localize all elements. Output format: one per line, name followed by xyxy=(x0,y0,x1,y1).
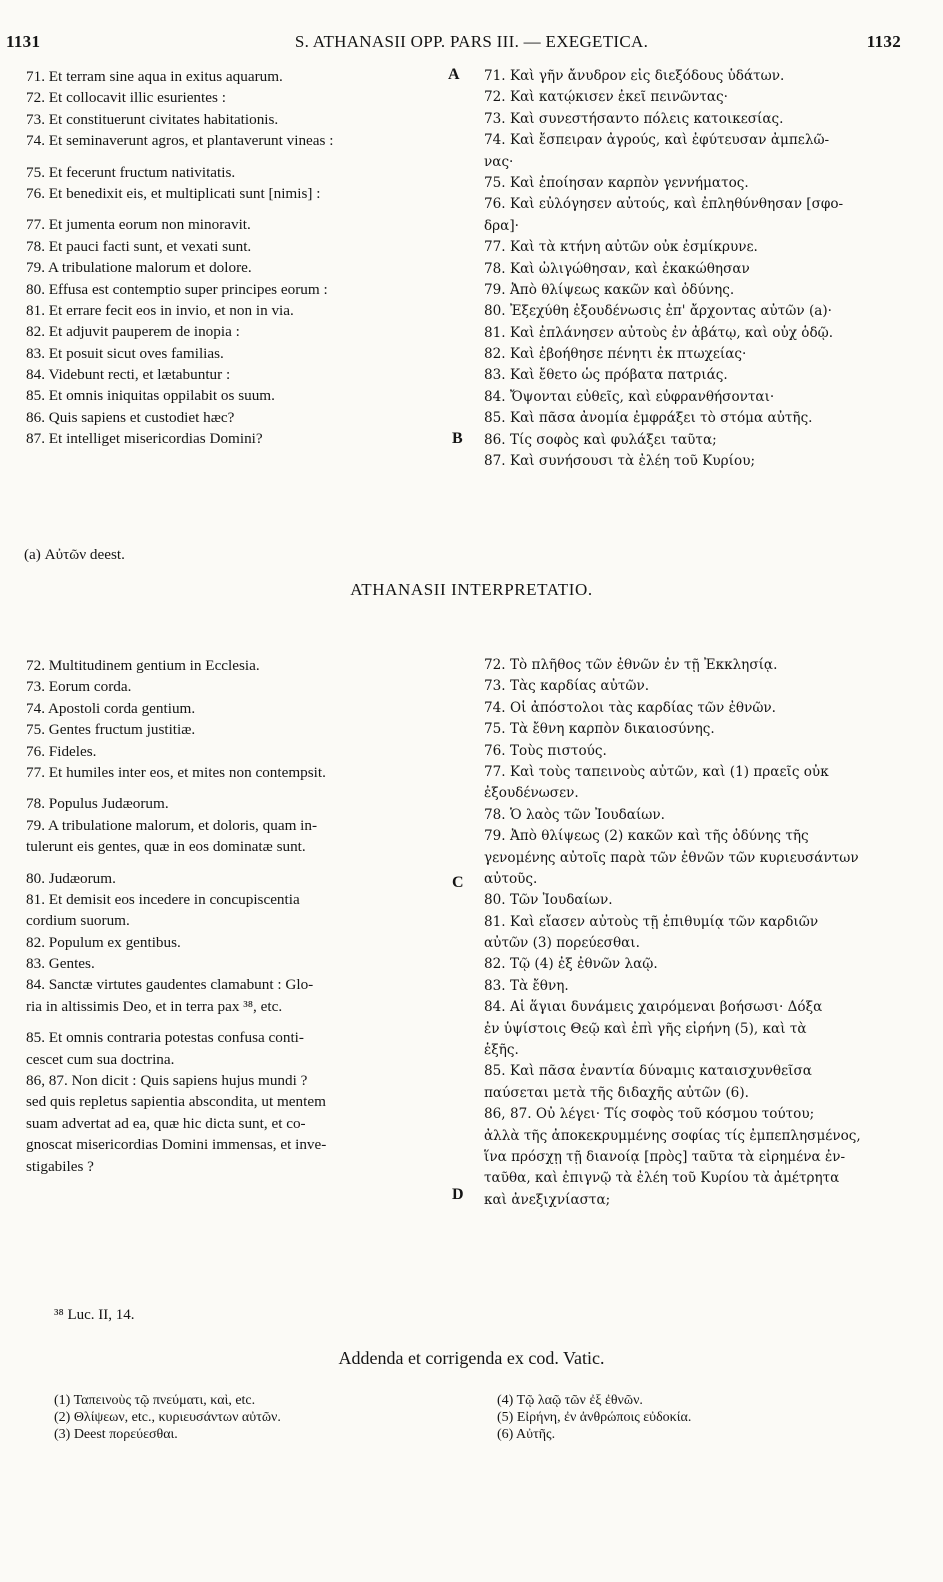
interpretation-greek-line: 78. Ὁ λαὸς τῶν Ἰουδαίων. xyxy=(484,806,665,823)
interpretation-greek-line: 83. Τὰ ἔθνη. xyxy=(484,977,569,994)
corrigenda-left xyxy=(54,1392,281,1443)
corrigendum-item: (6) Αὐτῆς. xyxy=(497,1427,556,1442)
psalm-latin-verse: 82. Et adjuvit pauperem de inopia : xyxy=(26,323,240,341)
psalm-greek-verse: δρα]· xyxy=(484,217,519,234)
interpretation-latin-line: 86, 87. Non dicit : Quis sapiens hujus mundi ? xyxy=(26,1072,308,1090)
interpretation-greek-line: ἐξουδένωσεν. xyxy=(484,785,579,802)
margin-letter-b: B xyxy=(452,430,463,447)
psalm-latin-verse xyxy=(26,152,446,162)
corrigendum-item: (2) Θλίψεων, etc., κυριευσάντων αὐτῶν. xyxy=(54,1410,281,1425)
interpretation-greek-line: παύσεται μετὰ τῆς διδαχῆς αὐτῶν (6). xyxy=(484,1084,749,1101)
interpretation-latin-line: 74. Apostoli corda gentium. xyxy=(26,699,196,717)
interpretation-greek-line: 73. Τὰς καρδίας αὐτῶν. xyxy=(484,678,650,695)
interpretation-greek-line: ἑξῆς. xyxy=(484,1042,519,1059)
footnote: ³⁸ Luc. II, 14. xyxy=(54,1307,135,1323)
interpretation-greek-line: 80. Τῶν Ἰουδαίων. xyxy=(484,892,613,909)
corrigenda-right xyxy=(497,1392,691,1443)
psalm-greek-verse: 76. Καὶ εὐλόγησεν αὐτούς, καὶ ἐπληθύνθησαν [σφο- xyxy=(484,196,844,213)
psalm-greek-verse: 78. Καὶ ὠλιγώθησαν, καὶ ἐκακώθησαν xyxy=(484,260,750,277)
psalm-greek-verse: 84. Ὄψονται εὐθεῖς, καὶ εὐφρανθήσονται· xyxy=(484,388,775,405)
psalm-latin-verse: 85. Et omnis iniquitas oppilabit os suum. xyxy=(26,387,275,405)
interpretation-greek-line: ἵνα πρόσχῃ τῇ διανοίᾳ [πρὸς] ταῦτα τὰ εἰρημένα ἐν- xyxy=(484,1148,846,1165)
interpretation-greek-line: 85. Καὶ πᾶσα ἐναντία δύναμις καταισχυνθεῖσα xyxy=(484,1063,812,1080)
running-title: S. ATHANASII OPP. PARS III. — EXEGETICA. xyxy=(294,32,649,51)
psalm-greek-verse: 75. Καὶ ἐποίησαν καρπὸν γεννήματος. xyxy=(484,174,749,191)
corrigendum-item: (1) Ταπεινοὺς τῷ πνεύματι, καὶ, etc. xyxy=(54,1393,256,1408)
section-title: ATHANASII INTERPRETATIO. xyxy=(350,580,593,599)
interpretation-latin-line: tulerunt eis gentes, quæ in eos dominatæ sunt. xyxy=(26,838,306,856)
page-number-left: 1131 xyxy=(6,32,41,51)
interpretation-latin-line: 73. Eorum corda. xyxy=(26,678,132,696)
interpretation-greek-line: ἀλλὰ τῆς ἀποκεκρυμμένης σοφίας τίς ἐμπεπλησμένος, xyxy=(484,1127,861,1144)
interpretation-latin-line: 76. Fideles. xyxy=(26,742,97,760)
interpretation-greek-line: 81. Καὶ εἴασεν αὐτοὺς τῇ ἐπιθυμίᾳ τῶν καρδιῶν xyxy=(484,913,819,930)
interpretation-greek-column xyxy=(484,655,904,1211)
interpretation-latin-line: 78. Populus Judæorum. xyxy=(26,795,169,813)
psalm-latin-verse: 81. Et errare fecit eos in invio, et non in via. xyxy=(26,301,294,319)
psalm-greek-verse: 72. Καὶ κατῴκισεν ἐκεῖ πεινῶντας· xyxy=(484,89,728,106)
interpretation-greek-line: 76. Τοὺς πιστούς. xyxy=(484,742,607,759)
interpretation-latin-line: ria in altissimis Deo, et in terra pax ³⁸, etc. xyxy=(26,997,283,1015)
psalm-latin-verse: 86. Quis sapiens et custodiet hæc? xyxy=(26,408,235,426)
corrigendum-item: (3) Deest πορεύεσθαι. xyxy=(54,1427,178,1442)
interpretation-latin-line: stigabiles ? xyxy=(26,1157,94,1175)
psalm-greek-verse: 83. Καὶ ἔθετο ὡς πρόβατα πατριάς. xyxy=(484,367,728,384)
psalm-latin-verse: 72. Et collocavit illic esurientes : xyxy=(26,89,226,107)
psalm-greek-verse: 71. Καὶ γῆν ἄνυδρον εἰς διεξόδους ὑδάτων. xyxy=(484,68,785,84)
psalm-greek-verse: 74. Καὶ ἔσπειραν ἀγρούς, καὶ ἐφύτευσαν ἀμπελῶ- xyxy=(484,132,830,149)
interpretation-greek-line: ἐν ὑψίστοις Θεῷ καὶ ἐπὶ γῆς εἰρήνη (5), καὶ τὰ xyxy=(484,1020,807,1037)
interpretation-latin-line: suam advertat ad ea, quæ hic dicta sunt, et co- xyxy=(26,1114,306,1132)
interpretation-greek-line: 74. Οἱ ἀπόστολοι τὰς καρδίας τῶν ἐθνῶν. xyxy=(484,699,777,716)
interpretation-greek-line: καὶ ἀνεξιχνίαστα; xyxy=(484,1191,611,1208)
interpretation-greek-line: ταῦθα, καὶ ἐπιγνῷ τὰ ἐλέη τοῦ Κυρίου τὰ ἀμέτρητα xyxy=(484,1170,840,1187)
interpretation-latin-line: 82. Populum ex gentibus. xyxy=(26,933,181,951)
interpretation-latin-line: 80. Judæorum. xyxy=(26,869,116,887)
psalm-greek-verse: 81. Καὶ ἐπλάνησεν αὐτοὺς ἐν ἀβάτῳ, καὶ οὐχ ὁδῷ. xyxy=(484,324,834,341)
interpretation-greek-line: 77. Καὶ τοὺς ταπεινοὺς αὐτῶν, καὶ (1) πραεῖς οὐκ xyxy=(484,763,829,780)
interpretation-latin-line: 85. Et omnis contraria potestas confusa conti- xyxy=(26,1029,304,1047)
interpretation-greek-line: γενομένης αὐτοῖς παρὰ τῶν ἐθνῶν τῶν κυριευσάντων xyxy=(484,849,859,866)
interpretation-greek-line: 82. Τῷ (4) ἐξ ἐθνῶν λαῷ. xyxy=(484,956,658,973)
psalm-greek-column xyxy=(484,66,904,472)
corrigendum-item: (4) Τῷ λαῷ τῶν ἐξ ἐθνῶν. xyxy=(497,1393,643,1408)
corrigendum-item: (5) Εἰρήνη, ἐν ἀνθρώποις εὐδοκία. xyxy=(497,1410,692,1425)
interpretation-latin-line xyxy=(26,858,456,868)
psalm-latin-verse: 76. Et benedixit eis, et multiplicati sunt [nimis] : xyxy=(26,184,321,202)
psalm-greek-verse: 85. Καὶ πᾶσα ἀνομία ἐμφράξει τὸ στόμα αὐτῆς. xyxy=(484,410,813,427)
psalm-latin-verse: 75. Et fecerunt fructum nativitatis. xyxy=(26,163,236,181)
interpretation-latin-line: 77. Et humiles inter eos, et mites non contempsit. xyxy=(26,763,326,781)
interpretation-greek-line: 72. Τὸ πλῆθος τῶν ἐθνῶν ἐν τῇ Ἐκκλησίᾳ. xyxy=(484,657,778,673)
psalm-latin-verse: 79. A tribulatione malorum et dolore. xyxy=(26,259,252,277)
psalm-greek-verse: 73. Καὶ συνεστήσαντο πόλεις κατοικεσίας. xyxy=(484,110,784,127)
interpretation-latin-line: 81. Et demisit eos incedere in concupiscentia xyxy=(26,890,300,908)
psalm-latin-verse: 77. Et jumenta eorum non minoravit. xyxy=(26,216,251,234)
interpretation-greek-line: αὐτῶν (3) πορεύεσθαι. xyxy=(484,935,640,952)
interpretation-greek-line: 79. Ἀπὸ θλίψεως (2) κακῶν καὶ τῆς ὀδύνης τῆς xyxy=(484,828,809,845)
interpretation-greek-line: 75. Τὰ ἔθνη καρπὸν δικαιοσύνης. xyxy=(484,721,715,738)
psalm-greek-verse: νας· xyxy=(484,153,514,170)
interpretation-latin-line: 83. Gentes. xyxy=(26,955,95,973)
margin-letter-d: D xyxy=(452,1186,464,1203)
margin-letter-c: C xyxy=(452,874,464,891)
psalm-latin-verse: 80. Effusa est contemptio super principes eorum : xyxy=(26,280,328,298)
interpretation-latin-line: 79. A tribulatione malorum, et doloris, quam in- xyxy=(26,816,318,834)
interpretation-greek-line: 86, 87. Οὐ λέγει· Τίς σοφὸς τοῦ κόσμου τούτου; xyxy=(484,1106,815,1123)
interpretation-greek-line: 84. Αἱ ἅγιαι δυνάμεις χαιρόμεναι βοήσωσι· Δόξα xyxy=(484,999,823,1016)
interpretation-latin-line: gnoscat misericordias Domini immensas, et inve- xyxy=(26,1136,327,1154)
interpretation-latin-line: 75. Gentes fructum justitiæ. xyxy=(26,721,196,739)
interpretation-latin-line xyxy=(26,783,456,793)
psalm-greek-verse: 80. Ἐξεχύθη ἐξουδένωσις ἐπ' ἄρχοντας αὐτῶν (a)· xyxy=(484,303,833,320)
psalm-latin-verse xyxy=(26,204,446,214)
interpretation-latin-line: cescet cum sua doctrina. xyxy=(26,1050,175,1068)
psalm-greek-verse: 77. Καὶ τὰ κτήνη αὐτῶν οὐκ ἐσμίκρυνε. xyxy=(484,239,758,256)
interpretation-latin-line: 72. Multitudinem gentium in Ecclesia. xyxy=(26,657,260,674)
psalm-latin-verse: 87. Et intelliget misericordias Domini? xyxy=(26,430,263,448)
psalm-latin-column xyxy=(26,66,446,450)
interpretation-latin-line: cordium suorum. xyxy=(26,912,130,930)
margin-letter-a: A xyxy=(448,66,460,83)
interpretation-latin-line xyxy=(26,1017,456,1027)
psalm-latin-verse: 83. Et posuit sicut oves familias. xyxy=(26,344,224,362)
psalm-greek-verse: 87. Καὶ συνήσουσι τὰ ἐλέη τοῦ Κυρίου; xyxy=(484,453,756,470)
psalm-latin-verse: 73. Et constituerunt civitates habitationis. xyxy=(26,110,279,128)
critical-note: (a) Αὐτῶν deest. xyxy=(24,546,125,563)
psalm-latin-verse: 71. Et terram sine aqua in exitus aquarum. xyxy=(26,68,283,85)
interpretation-latin-line: sed quis repletus sapientia abscondita, ut mentem xyxy=(26,1093,326,1111)
psalm-latin-verse: 74. Et seminaverunt agros, et plantaverunt vineas : xyxy=(26,132,334,150)
interpretation-latin-column xyxy=(26,655,456,1177)
addenda-title: Addenda et corrigenda ex cod. Vatic. xyxy=(338,1348,605,1368)
interpretation-greek-line: αὐτοῦς. xyxy=(484,870,538,887)
psalm-greek-verse: 79. Ἀπὸ θλίψεως κακῶν καὶ ὀδύνης. xyxy=(484,281,735,298)
interpretation-latin-line: 84. Sanctæ virtutes gaudentes clamabunt : Glo- xyxy=(26,976,314,994)
psalm-greek-verse: 82. Καὶ ἐβοήθησε πένητι ἐκ πτωχείας· xyxy=(484,346,747,363)
page-number-right: 1132 xyxy=(866,32,901,51)
running-header xyxy=(0,30,943,56)
psalm-latin-verse: 78. Et pauci facti sunt, et vexati sunt. xyxy=(26,237,252,255)
psalm-latin-verse: 84. Videbunt recti, et lætabuntur : xyxy=(26,366,231,384)
psalm-greek-verse: 86. Τίς σοφὸς καὶ φυλάξει ταῦτα; xyxy=(484,431,717,448)
